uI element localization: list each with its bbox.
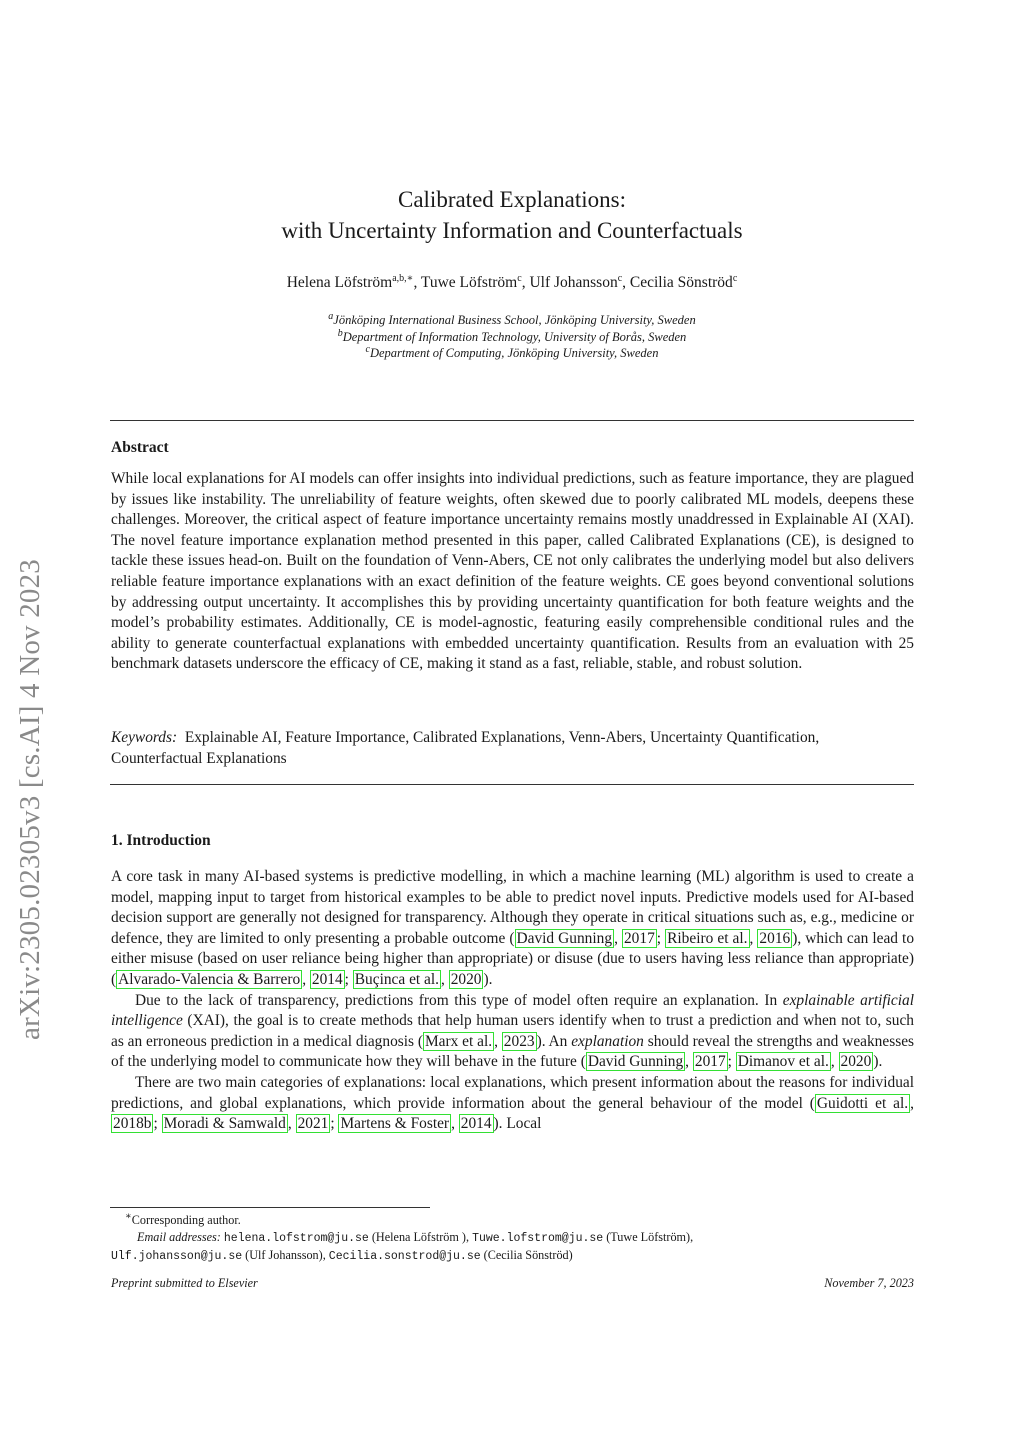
citation-link[interactable]: 2014	[460, 1115, 492, 1133]
citation-link[interactable]: 2016	[759, 929, 791, 947]
citation-link[interactable]: Buçinca et al.	[354, 970, 439, 988]
author: Cecilia Sönströd	[629, 274, 733, 291]
introduction-body	[111, 867, 914, 1135]
citation-link[interactable]: 2018b	[113, 1115, 152, 1133]
email-link[interactable]: helena.lofstrom@ju.se	[223, 1232, 369, 1245]
citation-link[interactable]: 2020	[840, 1053, 872, 1071]
abstract-heading: Abstract	[111, 439, 169, 456]
arxiv-sidebar-stamp: arXiv:2305.02305v3 [cs.AI] 4 Nov 2023	[14, 558, 46, 1040]
citation-link[interactable]: David Gunning	[516, 929, 613, 947]
author: Helena Löfström	[286, 274, 393, 291]
citation-link[interactable]: Marx et al.	[425, 1032, 493, 1050]
email-link[interactable]: Cecilia.sonstrod@ju.se	[328, 1250, 481, 1263]
keywords-label: Keywords:	[111, 729, 178, 746]
citation-link[interactable]: Guidotti et al.	[816, 1094, 909, 1112]
author: Tuwe Löfström	[420, 274, 518, 291]
footnote	[111, 1212, 914, 1265]
author-affil-mark: c	[517, 272, 522, 284]
citation-link[interactable]: 2017	[694, 1053, 726, 1071]
author-list: Helena Löfström$^{a,b,∗}$, Tuwe Löfström$^c$, Ulf Johansson$^c$, Cecilia Sönströd$^c$	[286, 272, 738, 291]
footer-preprint-note: Preprint submitted to Elsevier	[111, 1276, 258, 1290]
email-link[interactable]: Tuwe.lofstrom@ju.se	[472, 1232, 604, 1245]
abstract-text: While local explanations for AI models can offer insights into individual predictions, such as feature importance, they are plagued by issues like instability. The unreliability of feature weights, often skewed due to poorly calibrated ML models, deepens these challenges. Moreover, the critical aspect of feature importance uncertainty remains mostly unaddressed in Explainable AI (XAI). The novel feature importance explanation method presented in this paper, called Calibrated Explanations (CE), is designed to tackle these issues head-on. Built on the foundation of Venn-Abers, CE not only calibrates the underlying model but also delivers reliable feature importance explanations with an exact definition of the feature weights. CE goes beyond conventional solutions by addressing output uncertainty. It accomplishes this by providing uncertainty quantification for both feature weights and the model’s probability estimates. Additionally, CE is model-agnostic, featuring easily comprehensible conditional rules and the ability to generate counterfactual explanations with embedded uncertainty quantification. Results from an evaluation with 25 benchmark datasets underscore the efficacy of CE, making it stand as a fast, reliable, stable, and robust solution.	[111, 470, 914, 673]
citation-link[interactable]: Dimanov et al.	[737, 1053, 829, 1071]
citation-link[interactable]: 2014	[311, 970, 343, 988]
footer-date: November 7, 2023	[824, 1276, 914, 1290]
footnote-emails: Email addresses: helena.lofstrom@ju.se (Helena Löfström ), Tuwe.lofstrom@ju.se (Tuwe Löfström),	[137, 1230, 694, 1245]
citation-link[interactable]: 2021	[297, 1115, 329, 1133]
paragraph: There are two main categories of explanations: local explanations, which present information about the reasons for individual predictions, and global explanations, which provide information about the general behaviour of the model ( Guidotti et al. , 2018b ; Moradi & Samwald , 2021 ; Martens & Foster , 2014 ). Local	[111, 1073, 914, 1133]
affiliation: $^c$Department of Computing, Jönköping University, Sweden	[365, 343, 659, 360]
author-affil-mark: c	[617, 272, 623, 284]
title-line-1: Calibrated Explanations:	[397, 187, 627, 212]
paper-title	[0, 184, 1024, 246]
citation-link[interactable]: 2023	[503, 1032, 535, 1050]
author-affil-mark: c	[732, 272, 738, 284]
title-line-2: with Uncertainty Information and Counterfactuals	[281, 218, 743, 243]
affiliation: $^a$Jönköping International Business School, Jönköping University, Sweden	[328, 310, 696, 327]
citation-link[interactable]: Moradi & Samwald	[163, 1115, 286, 1133]
keywords-list: Explainable AI, Feature Importance, Calibrated Explanations, Venn-Abers, Uncertainty Quantification, Counterfactual Explanations	[111, 729, 820, 767]
abstract-bottom-rule	[110, 784, 914, 785]
abstract-top-rule	[110, 420, 914, 421]
email-link[interactable]: Ulf.johansson@ju.se	[111, 1250, 243, 1263]
keywords	[111, 728, 914, 769]
email-label: Email addresses:	[137, 1230, 221, 1244]
author-affil-mark: a,b,∗	[392, 272, 414, 284]
paragraph: A core task in many AI-based systems is predictive modelling, in which a machine learning (ML) algorithm is used to create a model, mapping input to target from historical examples to be able to predict novel inputs. Predictive models used for AI-based decision support are generally not designed for transparency. Although they operate in critical situations such as, e.g., medicine or defence, they are limited to only presenting a probable outcome ( David Gunning , 2017 ; Ribeiro et al. , 2016 ), which can lead to either misuse (based on user reliance being higher than appropriate) or disuse (due to users having less reliance than appropriate) ( Alvarado-Valencia & Barrero , 2014 ; Buçinca et al. , 2020 ).	[111, 868, 915, 988]
citation-link[interactable]: 2017	[623, 929, 655, 947]
citation-link[interactable]: Martens & Foster	[340, 1115, 450, 1133]
affiliation-list	[0, 312, 1024, 362]
affiliation: $^b$Department of Information Technology, University of Borås, Sweden	[337, 327, 687, 344]
citation-link[interactable]: Alvarado-Valencia & Barrero	[118, 970, 301, 988]
citation-link[interactable]: Ribeiro et al.	[667, 929, 748, 947]
citation-link[interactable]: 2020	[450, 970, 482, 988]
footnote-rule	[110, 1207, 430, 1208]
paragraph: Due to the lack of transparency, predictions from this type of model often require an explanation. In explainable artificial intelligence (XAI), the goal is to create methods that help human users identify when to trust a prediction and when not to, such as an erroneous prediction in a medical diagnosis ( Marx et al. , 2023 ). An explanation should reveal the strengths and weaknesses of the underlying model to communicate how they will behave in the future ( David Gunning , 2017 ; Dimanov et al. , 2020 ).	[111, 991, 915, 1071]
footnote-corresponding: ∗Corresponding author.	[125, 1210, 241, 1227]
footnote-emails-cont: Ulf.johansson@ju.se (Ulf Johansson), Cecilia.sonstrod@ju.se (Cecilia Sönströd)	[111, 1248, 573, 1263]
citation-link[interactable]: David Gunning	[587, 1053, 684, 1071]
section-heading-introduction: 1. Introduction	[111, 832, 211, 849]
author: Ulf Johansson	[529, 274, 618, 291]
